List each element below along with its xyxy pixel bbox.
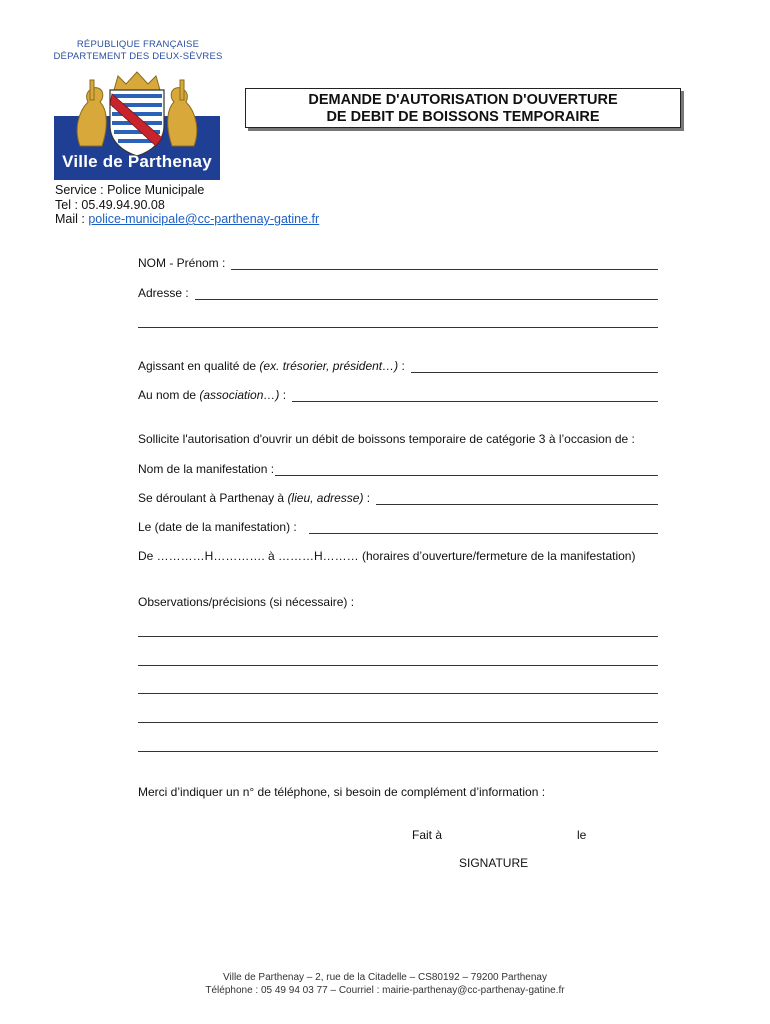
logo-city-name: Ville de Parthenay	[62, 152, 212, 171]
label-nom-manifestation: Nom de la manifestation :	[138, 462, 275, 476]
au-nom-suffix: :	[279, 388, 287, 402]
se-deroulant-prefix: Se déroulant à Parthenay à	[138, 491, 288, 505]
document-title	[245, 88, 681, 128]
field-au-nom[interactable]	[138, 388, 658, 402]
mail-line	[55, 212, 319, 227]
input-line-date[interactable]	[309, 522, 658, 534]
footer	[0, 971, 770, 997]
field-adresse[interactable]	[138, 286, 658, 300]
agissant-example: (ex. trésorier, président…)	[259, 359, 399, 373]
merci-text: Merci d’indiquer un n° de téléphone, si besoin de complément d’information :	[138, 785, 546, 799]
input-line-agissant[interactable]	[411, 361, 658, 373]
observations-line-3[interactable]	[138, 693, 658, 694]
footer-contact: Téléphone : 05 49 94 03 77 – Courriel : mairie-parthenay@cc-parthenay-gatine.fr	[205, 985, 565, 996]
label-agissant	[138, 359, 405, 373]
agissant-prefix: Agissant en qualité de	[138, 359, 260, 373]
republic-text: RÉPUBLIQUE FRANÇAISE	[76, 39, 200, 50]
input-line-adresse[interactable]	[195, 288, 658, 300]
department-text: DÉPARTEMENT DES DEUX-SÈVRES	[53, 51, 223, 62]
input-line-nom-manifestation[interactable]	[275, 464, 658, 476]
observations-line-4[interactable]	[138, 722, 658, 723]
field-agissant[interactable]	[138, 359, 658, 373]
input-line-au-nom[interactable]	[292, 390, 658, 402]
republic-header	[40, 39, 236, 63]
input-line-nom-prenom[interactable]	[231, 258, 658, 270]
au-nom-prefix: Au nom de	[138, 388, 200, 402]
se-deroulant-example: (lieu, adresse)	[287, 491, 364, 505]
title-line-1: DEMANDE D'AUTORISATION D'OUVERTURE	[308, 92, 618, 108]
label-nom-prenom: NOM - Prénom :	[138, 256, 226, 270]
observations-line-5[interactable]	[138, 751, 658, 752]
mail-link[interactable]: police-municipale@cc-parthenay-gatine.fr	[88, 212, 320, 226]
horaires-text: De …………H…………. à ………H……… (horaires d’ouverture/fermeture de la manifestation)	[138, 549, 636, 563]
le-label: le	[577, 828, 587, 842]
se-deroulant-suffix: :	[363, 491, 371, 505]
sollicite-text: Sollicite l'autorisation d'ouvrir un débit de boissons temporaire de catégorie 3 à l’occasion de :	[138, 432, 635, 446]
observations-label: Observations/précisions (si nécessaire) :	[138, 595, 355, 609]
field-se-deroulant[interactable]	[138, 491, 658, 505]
observations-line-1[interactable]	[138, 636, 658, 637]
field-date[interactable]	[138, 520, 658, 534]
city-logo	[54, 68, 220, 180]
input-line-adresse-2[interactable]	[138, 327, 658, 328]
title-line-2: DE DEBIT DE BOISSONS TEMPORAIRE	[326, 109, 600, 125]
field-nom-manifestation[interactable]	[138, 462, 658, 476]
input-line-se-deroulant[interactable]	[376, 493, 658, 505]
agissant-suffix: :	[398, 359, 405, 373]
field-nom-prenom[interactable]	[138, 256, 658, 270]
coat-of-arms-icon	[54, 68, 220, 158]
signature-label: SIGNATURE	[459, 856, 529, 870]
label-adresse: Adresse :	[138, 286, 189, 300]
footer-address: Ville de Parthenay – 2, rue de la Citadelle – CS80192 – 79200 Parthenay	[223, 972, 547, 983]
label-date: Le (date de la manifestation) :	[138, 520, 297, 534]
label-se-deroulant	[138, 491, 370, 505]
mail-label: Mail :	[55, 212, 89, 226]
au-nom-example: (association…)	[199, 388, 280, 402]
observations-line-2[interactable]	[138, 665, 658, 666]
label-au-nom	[138, 388, 286, 402]
service-text: Service : Police Municipale	[55, 183, 205, 197]
tel-text: Tel : 05.49.94.90.08	[55, 197, 165, 212]
fait-a-label: Fait à	[412, 828, 443, 842]
contact-block	[55, 183, 319, 227]
